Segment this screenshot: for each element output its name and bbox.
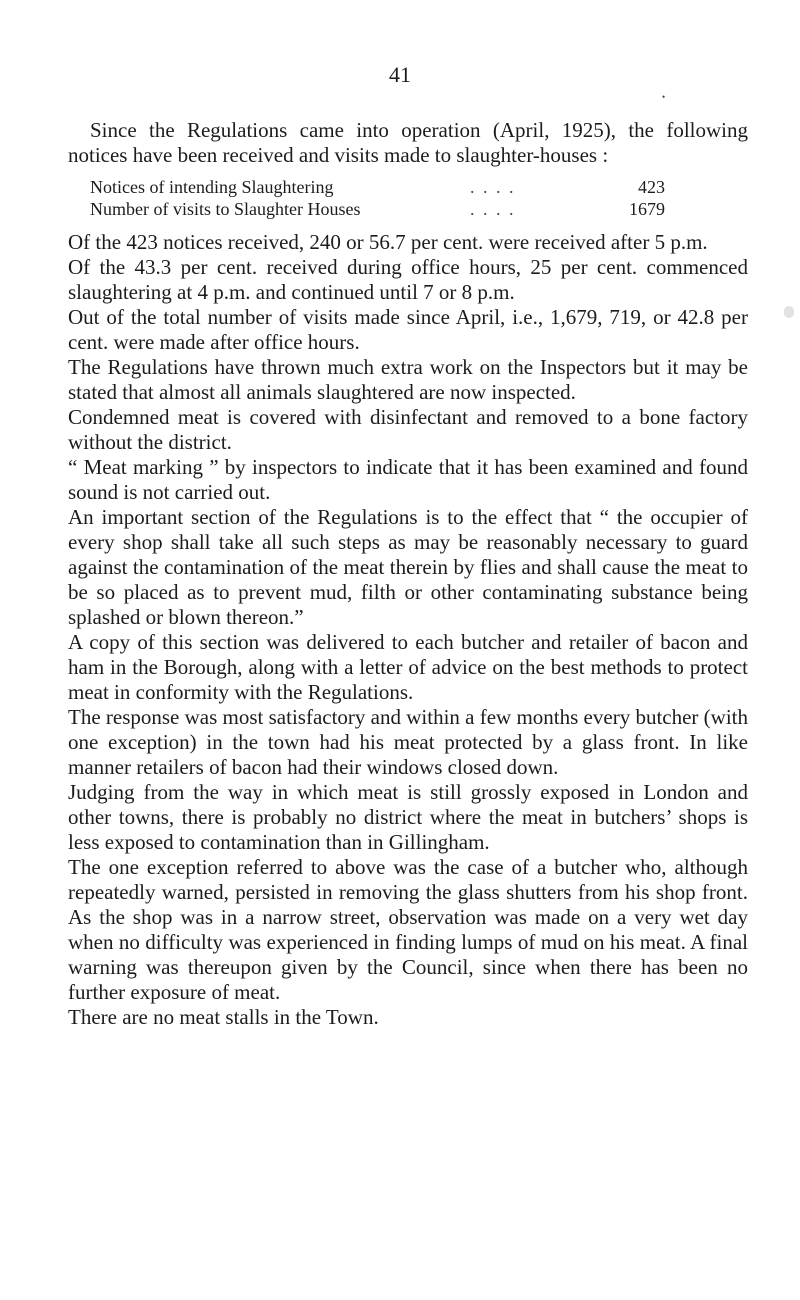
paper-speck	[784, 306, 794, 318]
paragraph: Of the 423 notices received, 240 or 56.7 per cent. were received after 5 p.m.	[68, 230, 708, 254]
row-value: 423	[638, 177, 665, 197]
paragraph: An important section of the Regulations is to the effect that “ the occupier of every shop shall take all such steps as may be reasonably necessary to guard against the contamination of the meat therein by flies and shall cause the meat to be so placed as to prevent mud, filth or other contaminating substance being splashed or blown thereon.”	[68, 505, 748, 629]
row-leader-dots: . . . .	[470, 199, 516, 219]
row-value: 1679	[629, 199, 665, 219]
paragraph: Condemned meat is covered with disinfectant and removed to a bone factory without the district.	[68, 405, 748, 454]
paragraph: A copy of this section was delivered to each butcher and retailer of bacon and ham in the Borough, along with a letter of advice on the best methods to protect meat in conformity with the Regulations.	[68, 630, 748, 704]
row-label: Number of visits to Slaughter Houses	[90, 199, 361, 219]
paragraph: The response was most satisfactory and within a few months every butcher (with one exception) in the town had his meat protected by a glass front. In like manner retailers of bacon had their windows closed down.	[68, 705, 748, 779]
row-label: Notices of intending Slaughtering	[90, 177, 334, 197]
paragraph: Of the 43.3 per cent. received during office hours, 25 per cent. commenced slaughtering at 4 p.m. and continued until 7 or 8 p.m.	[68, 255, 748, 304]
page-number: 41	[389, 62, 411, 87]
paragraph: “ Meat marking ” by inspectors to indicate that it has been examined and found sound is not carried out.	[68, 455, 748, 504]
paragraph: There are no meat stalls in the Town.	[68, 1005, 379, 1029]
paragraph: Out of the total number of visits made since April, i.e., 1,679, 719, or 42.8 per cent. were made after office hours.	[68, 305, 748, 354]
intro-paragraph: Since the Regulations came into operation (April, 1925), the following notices have been received and visits made to slaughter-houses :	[68, 118, 748, 167]
row-leader-dots: . . . .	[470, 177, 516, 197]
paragraph: The one exception referred to above was the case of a butcher who, although repeatedly warned, persisted in removing the glass shutters from his shop front. As the shop was in a narrow street, observation was made on a very wet day when no difficulty was experienced in finding lumps of mud on his meat. A final warning was thereupon given by the Council, since when there has been no further exposure of meat.	[68, 855, 748, 1004]
body-text	[68, 118, 748, 1030]
statistics-table	[90, 176, 665, 220]
paragraph: The Regulations have thrown much extra work on the Inspectors but it may be stated that almost all animals slaughtered are now inspected.	[68, 355, 748, 404]
table-row	[90, 176, 665, 198]
table-row	[90, 198, 665, 220]
paragraph: Judging from the way in which meat is still grossly exposed in London and other towns, there is probably no district where the meat in butchers’ shops is less exposed to contamination than in Gillingham.	[68, 780, 748, 854]
page-mark: •	[662, 92, 666, 102]
